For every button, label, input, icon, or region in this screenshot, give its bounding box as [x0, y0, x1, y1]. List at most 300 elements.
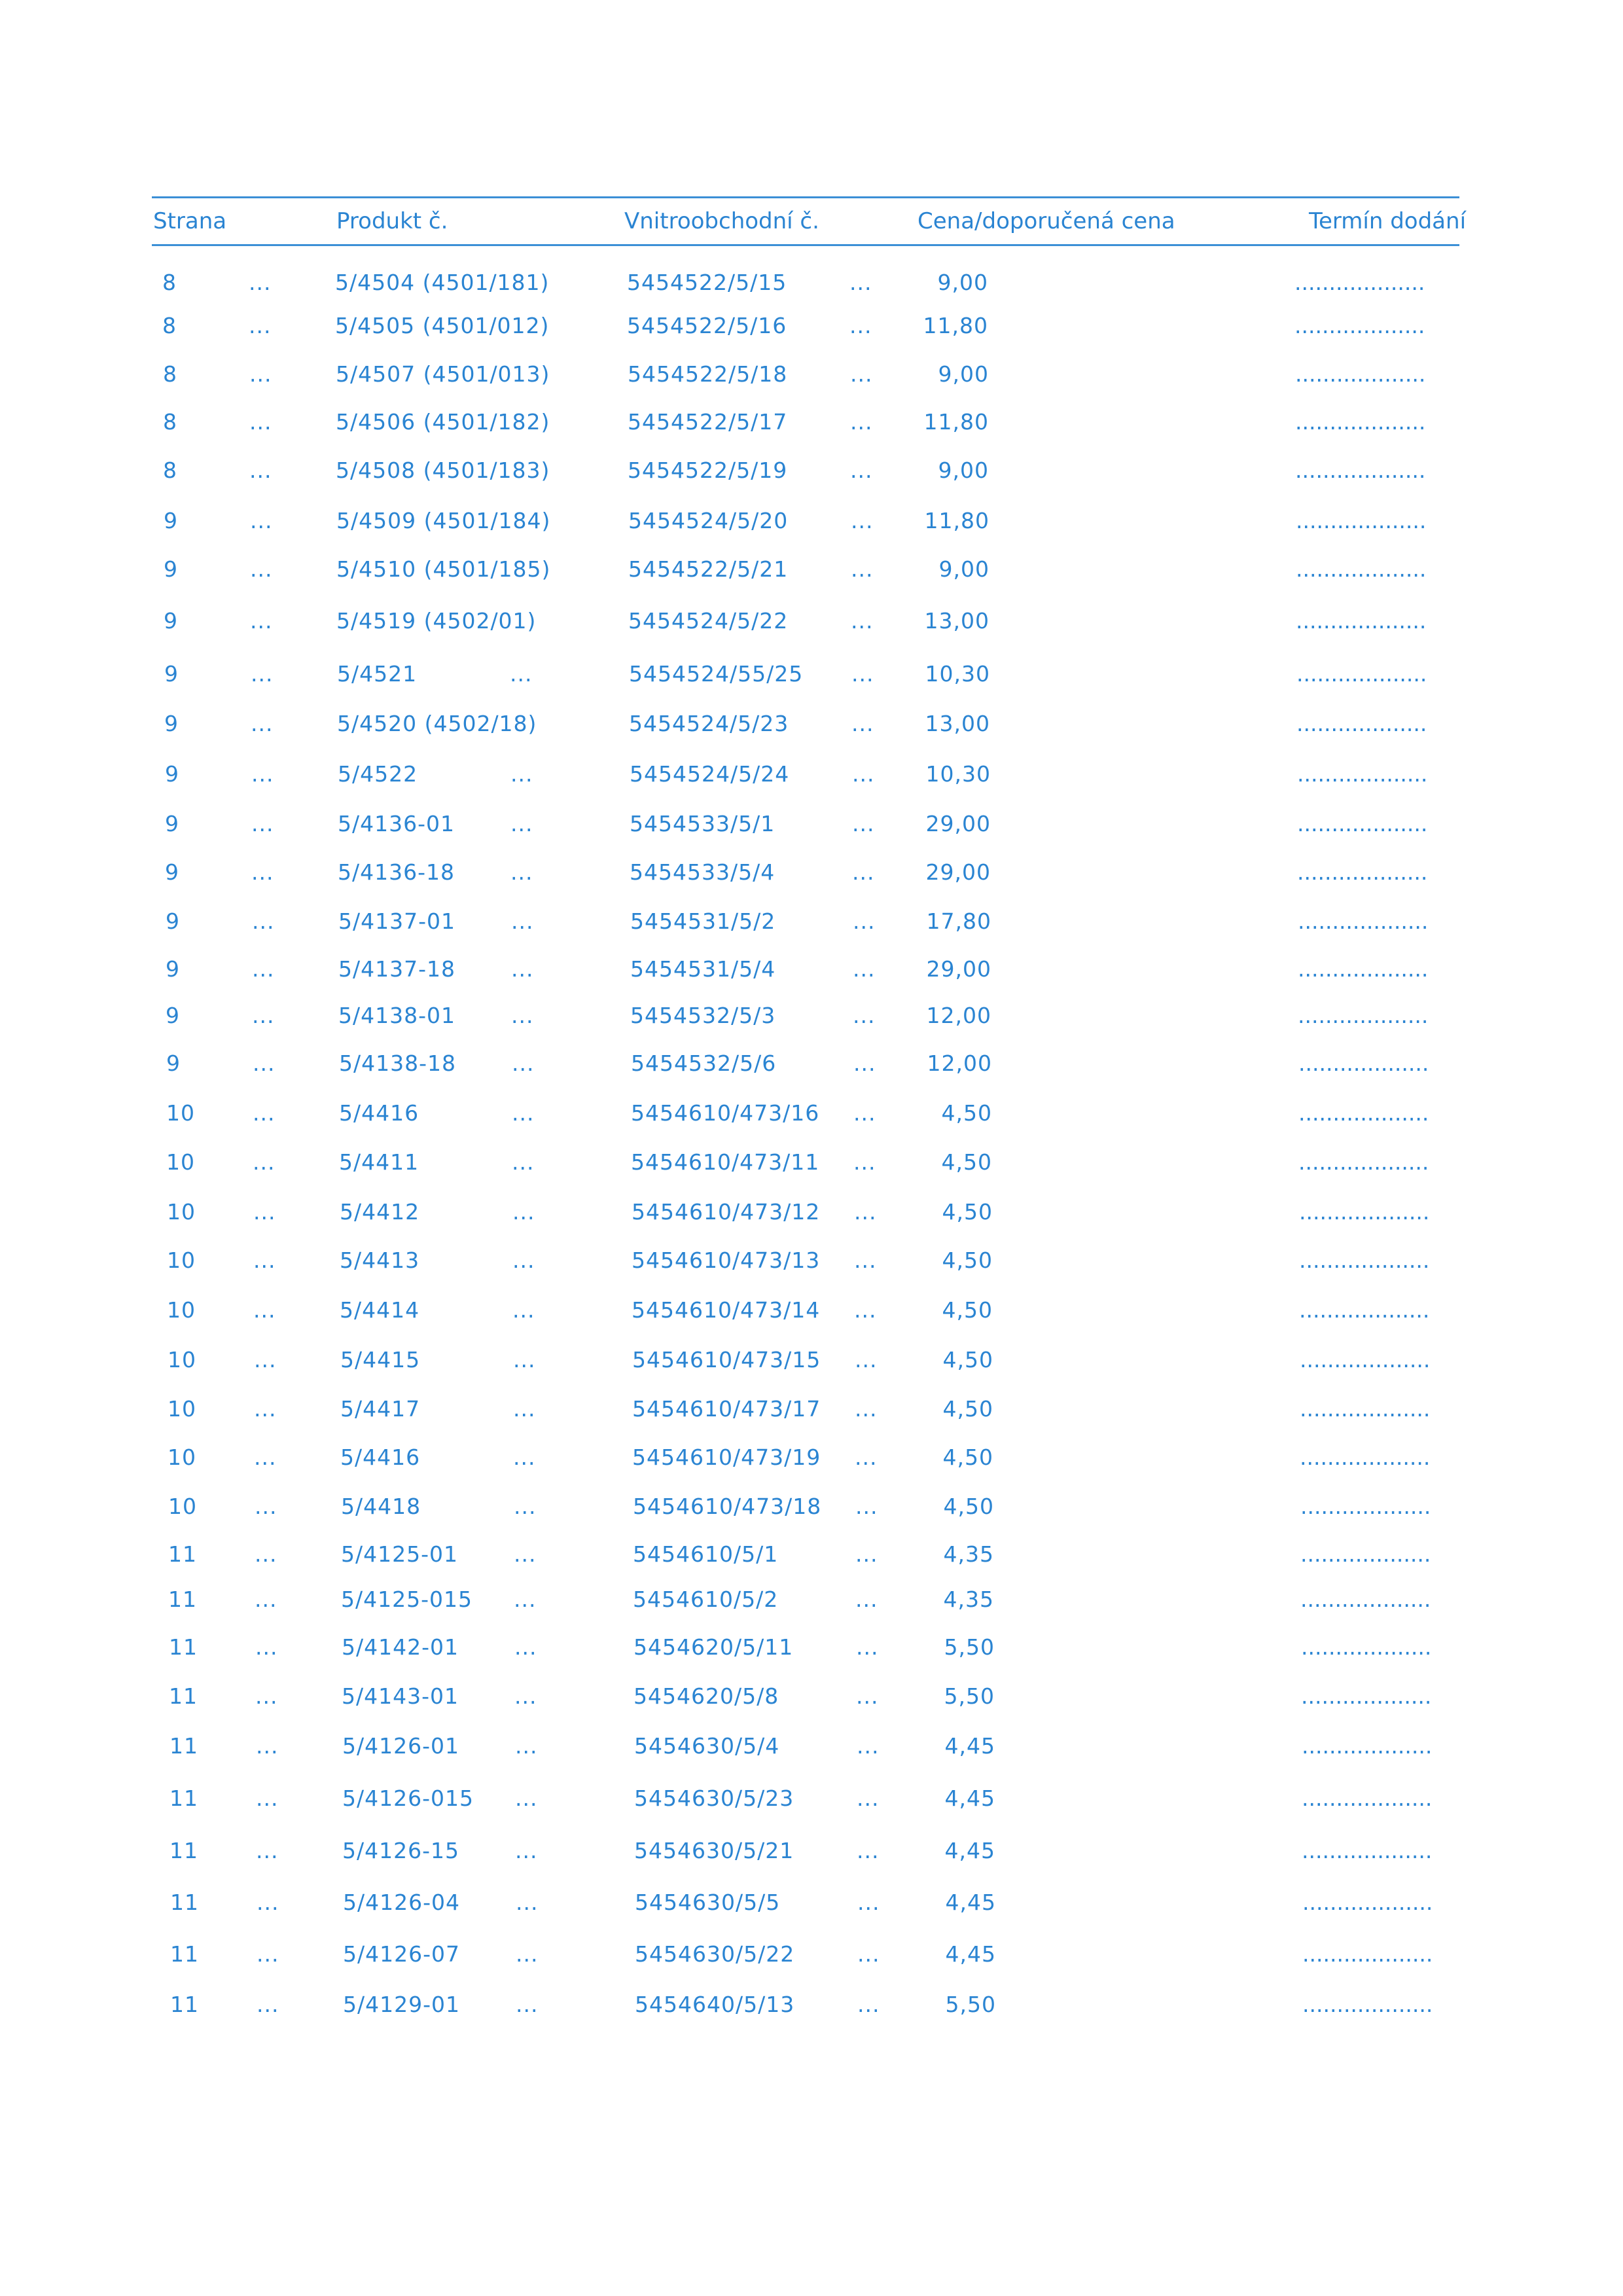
row-price: 10,30 [925, 661, 990, 687]
table-row [0, 811, 1623, 842]
row-leader-dots: ... [253, 1297, 276, 1323]
row-product-number: 5/4413 [340, 1247, 420, 1273]
row-internal-code: 5454524/5/20 [628, 508, 789, 533]
table-row [0, 1247, 1623, 1279]
row-internal-code: 5454531/5/4 [630, 956, 776, 982]
row-leader-dots: ... [853, 908, 876, 934]
row-delivery-blank: ................... [1299, 1199, 1430, 1225]
row-page-number: 9 [165, 859, 179, 885]
row-price: 29,00 [925, 811, 991, 836]
row-leader-dots: ... [855, 1444, 878, 1470]
row-page-number: 10 [168, 1396, 196, 1422]
row-delivery-blank: ................... [1296, 711, 1427, 736]
row-leader-dots: ... [515, 1838, 538, 1863]
row-price: 4,45 [944, 1838, 995, 1863]
row-page-number: 9 [166, 1050, 181, 1076]
row-price: 10,30 [925, 761, 991, 787]
row-delivery-blank: ................... [1295, 457, 1426, 483]
table-row [0, 457, 1623, 489]
row-leader-dots: ... [510, 661, 533, 687]
row-leader-dots: ... [857, 1838, 880, 1863]
table-row [0, 556, 1623, 588]
row-price: 4,50 [941, 1149, 992, 1175]
row-delivery-blank: ................... [1294, 313, 1425, 338]
row-product-number: 5/4505 (4501/012) [335, 313, 550, 338]
row-product-number: 5/4519 (4502/01) [336, 608, 537, 634]
row-delivery-blank: ................... [1302, 1733, 1433, 1759]
row-leader-dots: ... [512, 1050, 535, 1076]
table-row [0, 270, 1623, 301]
row-page-number: 8 [163, 457, 177, 483]
row-product-number: 5/4137-01 [338, 908, 455, 934]
row-page-number: 11 [169, 1634, 198, 1660]
row-delivery-blank: ................... [1297, 811, 1428, 836]
row-internal-code: 5454610/473/18 [633, 1494, 822, 1519]
row-price: 17,80 [926, 908, 991, 934]
row-product-number: 5/4414 [340, 1297, 420, 1323]
table-row [0, 1941, 1623, 1973]
row-internal-code: 5454524/5/23 [629, 711, 789, 736]
row-page-number: 11 [169, 1838, 198, 1863]
row-delivery-blank: ................... [1295, 409, 1426, 435]
table-row [0, 608, 1623, 639]
row-internal-code: 5454524/5/24 [630, 761, 790, 787]
row-leader-dots: ... [252, 908, 275, 934]
row-internal-code: 5454630/5/21 [634, 1838, 794, 1863]
row-product-number: 5/4136-18 [338, 859, 455, 885]
row-leader-dots: ... [514, 1541, 537, 1567]
row-delivery-blank: ................... [1294, 270, 1425, 295]
row-delivery-blank: ................... [1300, 1444, 1431, 1470]
row-leader-dots: ... [852, 859, 875, 885]
row-leader-dots: ... [255, 1634, 278, 1660]
header-price: Cena/doporučená cena [918, 208, 1175, 234]
row-leader-dots: ... [249, 270, 272, 295]
row-page-number: 8 [162, 270, 177, 295]
row-leader-dots: ... [856, 1634, 879, 1660]
row-leader-dots: ... [257, 1941, 279, 1967]
table-row [0, 1149, 1623, 1181]
row-leader-dots: ... [513, 1396, 536, 1422]
row-leader-dots: ... [255, 1683, 278, 1709]
row-page-number: 9 [166, 1003, 180, 1028]
row-leader-dots: ... [511, 1003, 534, 1028]
row-leader-dots: ... [856, 1683, 879, 1709]
row-internal-code: 5454610/473/13 [632, 1247, 821, 1273]
row-leader-dots: ... [511, 908, 534, 934]
row-leader-dots: ... [850, 409, 873, 435]
row-internal-code: 5454524/55/25 [629, 661, 804, 687]
row-leader-dots: ... [851, 508, 874, 533]
row-page-number: 11 [168, 1587, 197, 1612]
row-leader-dots: ... [851, 711, 874, 736]
table-row [0, 1396, 1623, 1427]
row-price: 12,00 [926, 1003, 991, 1028]
row-leader-dots: ... [257, 1992, 279, 2017]
row-product-number: 5/4412 [340, 1199, 420, 1225]
row-delivery-blank: ................... [1300, 1347, 1431, 1372]
row-delivery-blank: ................... [1298, 1003, 1429, 1028]
row-product-number: 5/4416 [340, 1444, 421, 1470]
row-leader-dots: ... [850, 361, 873, 387]
row-page-number: 10 [167, 1199, 196, 1225]
row-leader-dots: ... [251, 661, 274, 687]
row-product-number: 5/4126-015 [342, 1785, 474, 1811]
row-internal-code: 5454522/5/17 [628, 409, 788, 435]
row-page-number: 9 [166, 908, 180, 934]
row-price: 4,50 [941, 1100, 992, 1126]
table-row [0, 1683, 1623, 1715]
row-leader-dots: ... [511, 956, 534, 982]
row-leader-dots: ... [853, 1149, 876, 1175]
row-leader-dots: ... [249, 457, 272, 483]
row-leader-dots: ... [510, 761, 533, 787]
row-price: 4,50 [942, 1444, 993, 1470]
table-row [0, 1444, 1623, 1476]
row-delivery-blank: ................... [1298, 1149, 1429, 1175]
row-page-number: 10 [167, 1247, 196, 1273]
table-row [0, 761, 1623, 793]
row-internal-code: 5454640/5/13 [635, 1992, 795, 2017]
row-page-number: 10 [166, 1149, 195, 1175]
row-leader-dots: ... [249, 409, 272, 435]
row-product-number: 5/4506 (4501/182) [336, 409, 550, 435]
row-price: 4,35 [943, 1541, 994, 1567]
row-price: 9,00 [938, 457, 989, 483]
row-leader-dots: ... [852, 811, 875, 836]
table-row [0, 661, 1623, 692]
row-page-number: 11 [169, 1683, 198, 1709]
table-row [0, 1541, 1623, 1573]
row-leader-dots: ... [852, 761, 875, 787]
row-delivery-blank: ................... [1302, 1941, 1433, 1967]
row-leader-dots: ... [250, 556, 273, 582]
row-page-number: 9 [164, 508, 178, 533]
header-delivery: Termín dodání [1309, 208, 1467, 234]
row-price: 4,45 [944, 1733, 995, 1759]
row-leader-dots: ... [251, 761, 274, 787]
row-leader-dots: ... [857, 1890, 880, 1915]
row-price: 11,80 [924, 508, 990, 533]
row-page-number: 11 [170, 1992, 199, 2017]
row-product-number: 5/4136-01 [338, 811, 455, 836]
row-price: 11,80 [923, 313, 988, 338]
row-leader-dots: ... [850, 457, 873, 483]
row-leader-dots: ... [510, 811, 533, 836]
row-delivery-blank: ................... [1298, 1050, 1429, 1076]
row-leader-dots: ... [857, 1992, 880, 2017]
row-leader-dots: ... [851, 556, 874, 582]
row-delivery-blank: ................... [1300, 1587, 1431, 1612]
row-price: 29,00 [925, 859, 991, 885]
row-price: 9,00 [938, 556, 990, 582]
row-delivery-blank: ................... [1300, 1494, 1431, 1519]
row-delivery-blank: ................... [1297, 761, 1428, 787]
row-delivery-blank: ................... [1296, 556, 1427, 582]
row-leader-dots: ... [855, 1541, 878, 1567]
row-product-number: 5/4509 (4501/184) [336, 508, 551, 533]
row-price: 4,50 [942, 1247, 993, 1273]
row-delivery-blank: ................... [1299, 1247, 1430, 1273]
row-page-number: 8 [163, 409, 177, 435]
row-internal-code: 5454620/5/11 [633, 1634, 794, 1660]
row-leader-dots: ... [514, 1683, 537, 1709]
row-price: 4,45 [945, 1890, 996, 1915]
row-leader-dots: ... [513, 1444, 536, 1470]
row-page-number: 9 [164, 556, 178, 582]
row-leader-dots: ... [855, 1494, 878, 1519]
row-internal-code: 5454522/5/16 [627, 313, 787, 338]
row-price: 4,50 [942, 1297, 993, 1323]
row-leader-dots: ... [854, 1247, 877, 1273]
row-page-number: 10 [167, 1297, 196, 1323]
row-product-number: 5/4138-18 [339, 1050, 456, 1076]
row-leader-dots: ... [515, 1785, 538, 1811]
row-internal-code: 5454610/473/11 [631, 1149, 820, 1175]
row-leader-dots: ... [512, 1247, 535, 1273]
row-leader-dots: ... [253, 1247, 276, 1273]
row-product-number: 5/4411 [339, 1149, 419, 1175]
table-row [0, 1494, 1623, 1525]
row-internal-code: 5454630/5/22 [635, 1941, 795, 1967]
row-product-number: 5/4125-01 [341, 1541, 458, 1567]
row-leader-dots: ... [512, 1100, 535, 1126]
row-internal-code: 5454610/5/2 [633, 1587, 779, 1612]
row-product-number: 5/4508 (4501/183) [336, 457, 550, 483]
row-delivery-blank: ................... [1300, 1541, 1431, 1567]
table-row [0, 1634, 1623, 1666]
row-internal-code: 5454533/5/4 [630, 859, 776, 885]
row-delivery-blank: ................... [1301, 1634, 1432, 1660]
table-row [0, 956, 1623, 988]
row-leader-dots: ... [254, 1396, 277, 1422]
table-row [0, 1785, 1623, 1817]
row-page-number: 9 [164, 608, 178, 634]
row-leader-dots: ... [849, 313, 872, 338]
header-top-rule [152, 196, 1459, 198]
row-leader-dots: ... [256, 1838, 279, 1863]
row-internal-code: 5454610/473/16 [631, 1100, 820, 1126]
table-row [0, 1100, 1623, 1132]
row-leader-dots: ... [253, 1050, 276, 1076]
row-price: 4,50 [943, 1494, 994, 1519]
row-delivery-blank: ................... [1301, 1683, 1432, 1709]
table-row [0, 1992, 1623, 2023]
row-leader-dots: ... [857, 1733, 880, 1759]
row-price: 9,00 [937, 270, 988, 295]
row-price: 4,50 [942, 1347, 993, 1372]
row-page-number: 11 [169, 1785, 198, 1811]
row-internal-code: 5454630/5/5 [635, 1890, 781, 1915]
table-row [0, 1733, 1623, 1765]
row-product-number: 5/4129-01 [343, 1992, 460, 2017]
row-page-number: 11 [168, 1541, 197, 1567]
row-product-number: 5/4137-18 [338, 956, 455, 982]
row-price: 5,50 [944, 1634, 995, 1660]
row-product-number: 5/4143-01 [342, 1683, 459, 1709]
row-page-number: 11 [170, 1941, 199, 1967]
table-row [0, 361, 1623, 393]
table-row [0, 409, 1623, 440]
row-delivery-blank: ................... [1298, 908, 1429, 934]
table-row [0, 1587, 1623, 1618]
table-row [0, 711, 1623, 742]
row-leader-dots: ... [254, 1444, 277, 1470]
row-product-number: 5/4418 [341, 1494, 421, 1519]
row-price: 11,80 [923, 409, 989, 435]
row-product-number: 5/4125-015 [341, 1587, 473, 1612]
row-delivery-blank: ................... [1299, 1297, 1430, 1323]
row-leader-dots: ... [255, 1494, 277, 1519]
table-row [0, 859, 1623, 891]
header-bottom-rule [152, 244, 1459, 246]
row-leader-dots: ... [855, 1587, 878, 1612]
row-leader-dots: ... [514, 1494, 537, 1519]
row-page-number: 9 [165, 811, 179, 836]
row-leader-dots: ... [252, 956, 275, 982]
row-page-number: 11 [170, 1890, 199, 1915]
row-page-number: 9 [164, 711, 179, 736]
row-price: 5,50 [945, 1992, 996, 2017]
row-leader-dots: ... [252, 1003, 275, 1028]
header-page: Strana [153, 208, 227, 234]
row-leader-dots: ... [249, 361, 272, 387]
row-delivery-blank: ................... [1302, 1890, 1433, 1915]
row-internal-code: 5454610/473/12 [632, 1199, 821, 1225]
row-internal-code: 5454522/5/15 [627, 270, 787, 295]
row-price: 4,50 [942, 1396, 993, 1422]
row-price: 4,35 [943, 1587, 994, 1612]
row-page-number: 9 [164, 661, 179, 687]
row-internal-code: 5454533/5/1 [630, 811, 776, 836]
row-product-number: 5/4126-07 [343, 1941, 460, 1967]
row-leader-dots: ... [853, 956, 876, 982]
row-internal-code: 5454630/5/23 [634, 1785, 794, 1811]
header-internal-code: Vnitroobchodní č. [624, 208, 819, 234]
row-leader-dots: ... [516, 1890, 539, 1915]
row-delivery-blank: ................... [1302, 1838, 1433, 1863]
row-internal-code: 5454620/5/8 [633, 1683, 779, 1709]
row-delivery-blank: ................... [1296, 608, 1427, 634]
row-leader-dots: ... [513, 1347, 536, 1372]
row-leader-dots: ... [514, 1587, 537, 1612]
row-product-number: 5/4522 [338, 761, 418, 787]
row-leader-dots: ... [512, 1149, 535, 1175]
row-leader-dots: ... [851, 661, 874, 687]
row-delivery-blank: ................... [1298, 1100, 1429, 1126]
row-page-number: 10 [166, 1100, 195, 1126]
table-row [0, 1297, 1623, 1329]
table-row [0, 1199, 1623, 1230]
row-leader-dots: ... [853, 1100, 876, 1126]
row-product-number: 5/4415 [340, 1347, 421, 1372]
row-leader-dots: ... [253, 1100, 276, 1126]
row-page-number: 11 [169, 1733, 198, 1759]
row-leader-dots: ... [855, 1347, 878, 1372]
table-row [0, 1347, 1623, 1378]
row-delivery-blank: ................... [1302, 1992, 1433, 2017]
row-leader-dots: ... [512, 1199, 535, 1225]
row-leader-dots: ... [251, 711, 274, 736]
row-leader-dots: ... [251, 811, 274, 836]
row-leader-dots: ... [516, 1941, 539, 1967]
row-delivery-blank: ................... [1295, 361, 1426, 387]
row-leader-dots: ... [851, 608, 874, 634]
row-price: 4,50 [942, 1199, 993, 1225]
table-row [0, 508, 1623, 539]
row-leader-dots: ... [256, 1733, 279, 1759]
row-delivery-blank: ................... [1296, 508, 1427, 533]
row-product-number: 5/4126-04 [343, 1890, 460, 1915]
row-product-number: 5/4416 [339, 1100, 419, 1126]
header-product: Produkt č. [336, 208, 448, 234]
table-row [0, 1838, 1623, 1869]
row-product-number: 5/4507 (4501/013) [336, 361, 550, 387]
row-leader-dots: ... [854, 1297, 877, 1323]
row-internal-code: 5454532/5/6 [631, 1050, 777, 1076]
row-leader-dots: ... [857, 1941, 880, 1967]
row-price: 13,00 [925, 711, 990, 736]
table-row [0, 1050, 1623, 1082]
row-product-number: 5/4520 (4502/18) [337, 711, 537, 736]
row-product-number: 5/4142-01 [342, 1634, 459, 1660]
row-leader-dots: ... [515, 1733, 538, 1759]
row-leader-dots: ... [510, 859, 533, 885]
row-leader-dots: ... [255, 1587, 277, 1612]
row-delivery-blank: ................... [1298, 956, 1429, 982]
row-internal-code: 5454610/473/14 [632, 1297, 821, 1323]
row-leader-dots: ... [250, 608, 273, 634]
row-product-number: 5/4126-15 [342, 1838, 459, 1863]
row-internal-code: 5454531/5/2 [630, 908, 776, 934]
row-internal-code: 5454610/5/1 [633, 1541, 779, 1567]
row-leader-dots: ... [257, 1890, 279, 1915]
row-page-number: 10 [168, 1444, 196, 1470]
row-price: 4,45 [945, 1941, 996, 1967]
row-product-number: 5/4417 [340, 1396, 421, 1422]
row-internal-code: 5454610/473/15 [632, 1347, 821, 1372]
row-leader-dots: ... [514, 1634, 537, 1660]
row-leader-dots: ... [855, 1396, 878, 1422]
row-product-number: 5/4504 (4501/181) [335, 270, 550, 295]
row-leader-dots: ... [854, 1199, 877, 1225]
row-price: 9,00 [938, 361, 989, 387]
row-leader-dots: ... [853, 1050, 876, 1076]
row-product-number: 5/4521 [337, 661, 418, 687]
row-product-number: 5/4126-01 [342, 1733, 459, 1759]
row-page-number: 10 [168, 1494, 197, 1519]
row-price: 5,50 [944, 1683, 995, 1709]
table-row [0, 313, 1623, 344]
row-delivery-blank: ................... [1300, 1396, 1431, 1422]
row-internal-code: 5454610/473/17 [632, 1396, 821, 1422]
row-price: 4,45 [944, 1785, 995, 1811]
row-internal-code: 5454524/5/22 [628, 608, 789, 634]
table-row [0, 1890, 1623, 1921]
row-leader-dots: ... [853, 1003, 876, 1028]
row-leader-dots: ... [256, 1785, 279, 1811]
row-internal-code: 5454610/473/19 [632, 1444, 821, 1470]
row-product-number: 5/4138-01 [338, 1003, 455, 1028]
row-price: 13,00 [924, 608, 990, 634]
row-leader-dots: ... [255, 1541, 277, 1567]
row-page-number: 9 [165, 761, 179, 787]
row-leader-dots: ... [253, 1149, 276, 1175]
row-delivery-blank: ................... [1302, 1785, 1433, 1811]
row-internal-code: 5454522/5/19 [628, 457, 788, 483]
row-leader-dots: ... [251, 859, 274, 885]
row-leader-dots: ... [516, 1992, 539, 2017]
